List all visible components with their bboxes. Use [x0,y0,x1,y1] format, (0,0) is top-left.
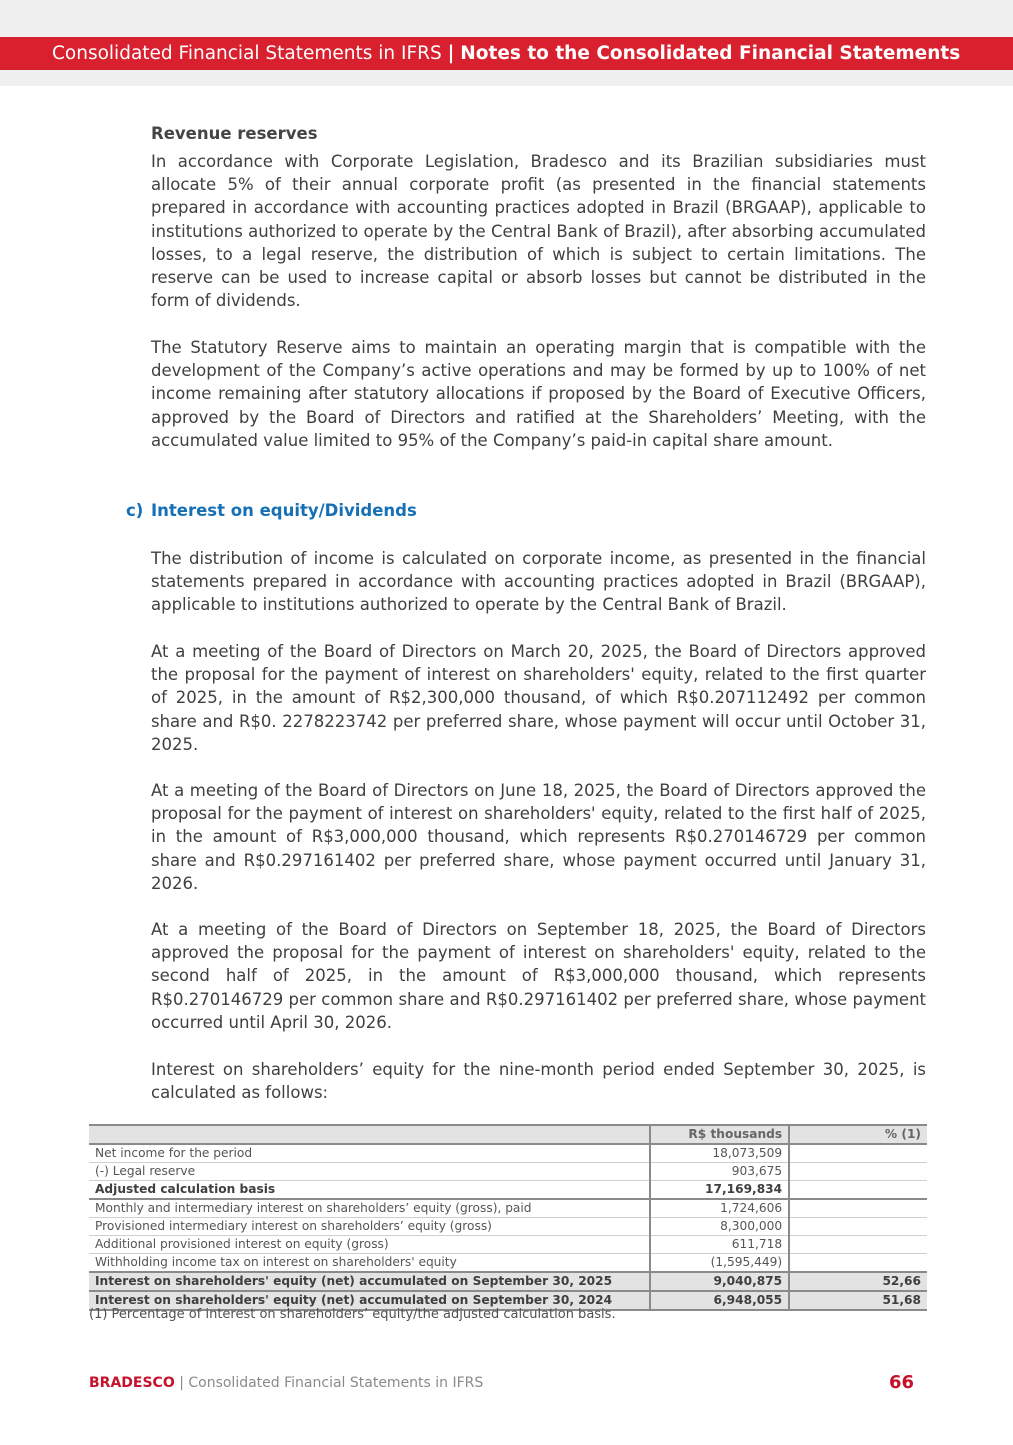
row-label: Interest on shareholders' equity (net) accumulated on September 30, 2025 [89,1272,650,1291]
footer-text: Consolidated Financial Statements in IFRS [188,1375,484,1391]
row-percent [789,1236,927,1254]
table-header-percent: % (1) [789,1125,927,1144]
row-percent [789,1181,927,1200]
row-label: Provisioned intermediary interest on shareholders’ equity (gross) [89,1218,650,1236]
row-value: 903,675 [650,1163,790,1181]
row-percent [789,1218,927,1236]
interest-paragraph-4: At a meeting of the Board of Directors on September 18, 2025, the Board of Directors approved the proposal for the payment of interest on shareholders' equity, related to the second half of 2025, in the amount of R$3,000,000 thousand, which represents R$0.270146729 per common share and R$0.297161402 per preferred share, whose payment occurred until April 30, 2026. [151,920,926,1032]
row-percent: 51,68 [789,1291,927,1310]
row-value: 611,718 [650,1236,790,1254]
header-section: Consolidated Financial Statements in IFRS [52,43,442,64]
table-row [89,1163,927,1181]
page-footer [89,1375,483,1391]
row-value: 8,300,000 [650,1218,790,1236]
row-label: (-) Legal reserve [89,1163,650,1181]
row-percent: 52,66 [789,1272,927,1291]
table-row [89,1199,927,1218]
interest-paragraph-1: The distribution of income is calculated on corporate income, as presented in the financial statements prepared in accordance with accounting practices adopted in Brazil (BRGAAP), applicable to institutions authorized to operate by the Central Bank of Brazil. [151,549,926,615]
page-number: 66 [888,1372,914,1393]
row-percent [789,1199,927,1218]
table-header-row [89,1125,927,1144]
revenue-reserves-paragraph-1: In accordance with Corporate Legislation, Bradesco and its Brazilian subsidiaries must allocate 5% of their annual corporate profit (as presented in the financial statements prepared in accordance with accounting practices adopted in Brazil (BRGAAP), applicable to institutions authorized to operate by the Central Bank of Brazil), after absorbing accumulated losses, to a legal reserve, the distribution of which is subject to certain limitations. The reserve can be used to increase capital or absorb losses but cannot be distributed in the form of dividends. [151,152,926,311]
footer-brand: BRADESCO [89,1375,175,1391]
header-separator: | [447,43,455,64]
table-row-total-2025 [89,1272,927,1291]
interest-paragraph-2: At a meeting of the Board of Directors on March 20, 2025, the Board of Directors approved the proposal for the payment of interest on shareholders' equity, related to the first quarter of 2025, in the amount of R$2,300,000 thousand, of which R$0.207112492 per common share and R$0. 2278223742 per preferred share, whose payment will occur until October 31, 2025. [151,642,926,754]
interest-calculation-table [89,1124,927,1311]
row-label: Additional provisioned interest on equity (gross) [89,1236,650,1254]
section-letter: c) [126,501,144,520]
revenue-reserves-paragraph-2: The Statutory Reserve aims to maintain an operating margin that is compatible with the development of the Company’s active operations and may be formed by up to 100% of net income remaining after statutory allocations if proposed by the Board of Executive Officers, approved by the Board of Directors and ratified at the Shareholders’ Meeting, with the accumulated value limited to 95% of the Company’s paid-in capital share amount. [151,338,926,450]
header-band [0,37,1013,70]
table-row-subtotal [89,1181,927,1200]
table-header-value: R$ thousands [650,1125,790,1144]
row-percent [789,1144,927,1163]
table-header-label [89,1125,650,1144]
revenue-reserves-heading: Revenue reserves [151,124,318,143]
row-value: 17,169,834 [650,1181,790,1200]
header-subsection: Notes to the Consolidated Financial Statements [460,43,961,64]
interest-paragraph-5: Interest on shareholders’ equity for the nine-month period ended September 30, 2025, is calculated as follows: [151,1060,926,1103]
table-row [89,1254,927,1273]
row-value: 1,724,606 [650,1199,790,1218]
row-label: Withholding income tax on interest on shareholders' equity [89,1254,650,1273]
row-label: Net income for the period [89,1144,650,1163]
row-label: Adjusted calculation basis [89,1181,650,1200]
table-footnote: (1) Percentage of interest on shareholders’ equity/the adjusted calculation basis. [89,1307,616,1322]
table-row [89,1144,927,1163]
table-row [89,1236,927,1254]
row-value: 9,040,875 [650,1272,790,1291]
table-row [89,1218,927,1236]
row-value: 6,948,055 [650,1291,790,1310]
row-label: Monthly and intermediary interest on shareholders’ equity (gross), paid [89,1199,650,1218]
section-title: Interest on equity/Dividends [151,501,417,520]
row-percent [789,1163,927,1181]
footer-separator: | [179,1375,184,1391]
interest-paragraph-3: At a meeting of the Board of Directors on June 18, 2025, the Board of Directors approved the proposal for the payment of interest on shareholders' equity, related to the first half of 2025, in the amount of R$3,000,000 thousand, which represents R$0.270146729 per common share and R$0.297161402 per preferred share, whose payment occurred until January 31, 2026. [151,781,926,893]
row-value: 18,073,509 [650,1144,790,1163]
row-value: (1,595,449) [650,1254,790,1273]
row-label: Interest on shareholders' equity (net) accumulated on September 30, 2024 [89,1291,650,1310]
row-percent [789,1254,927,1273]
